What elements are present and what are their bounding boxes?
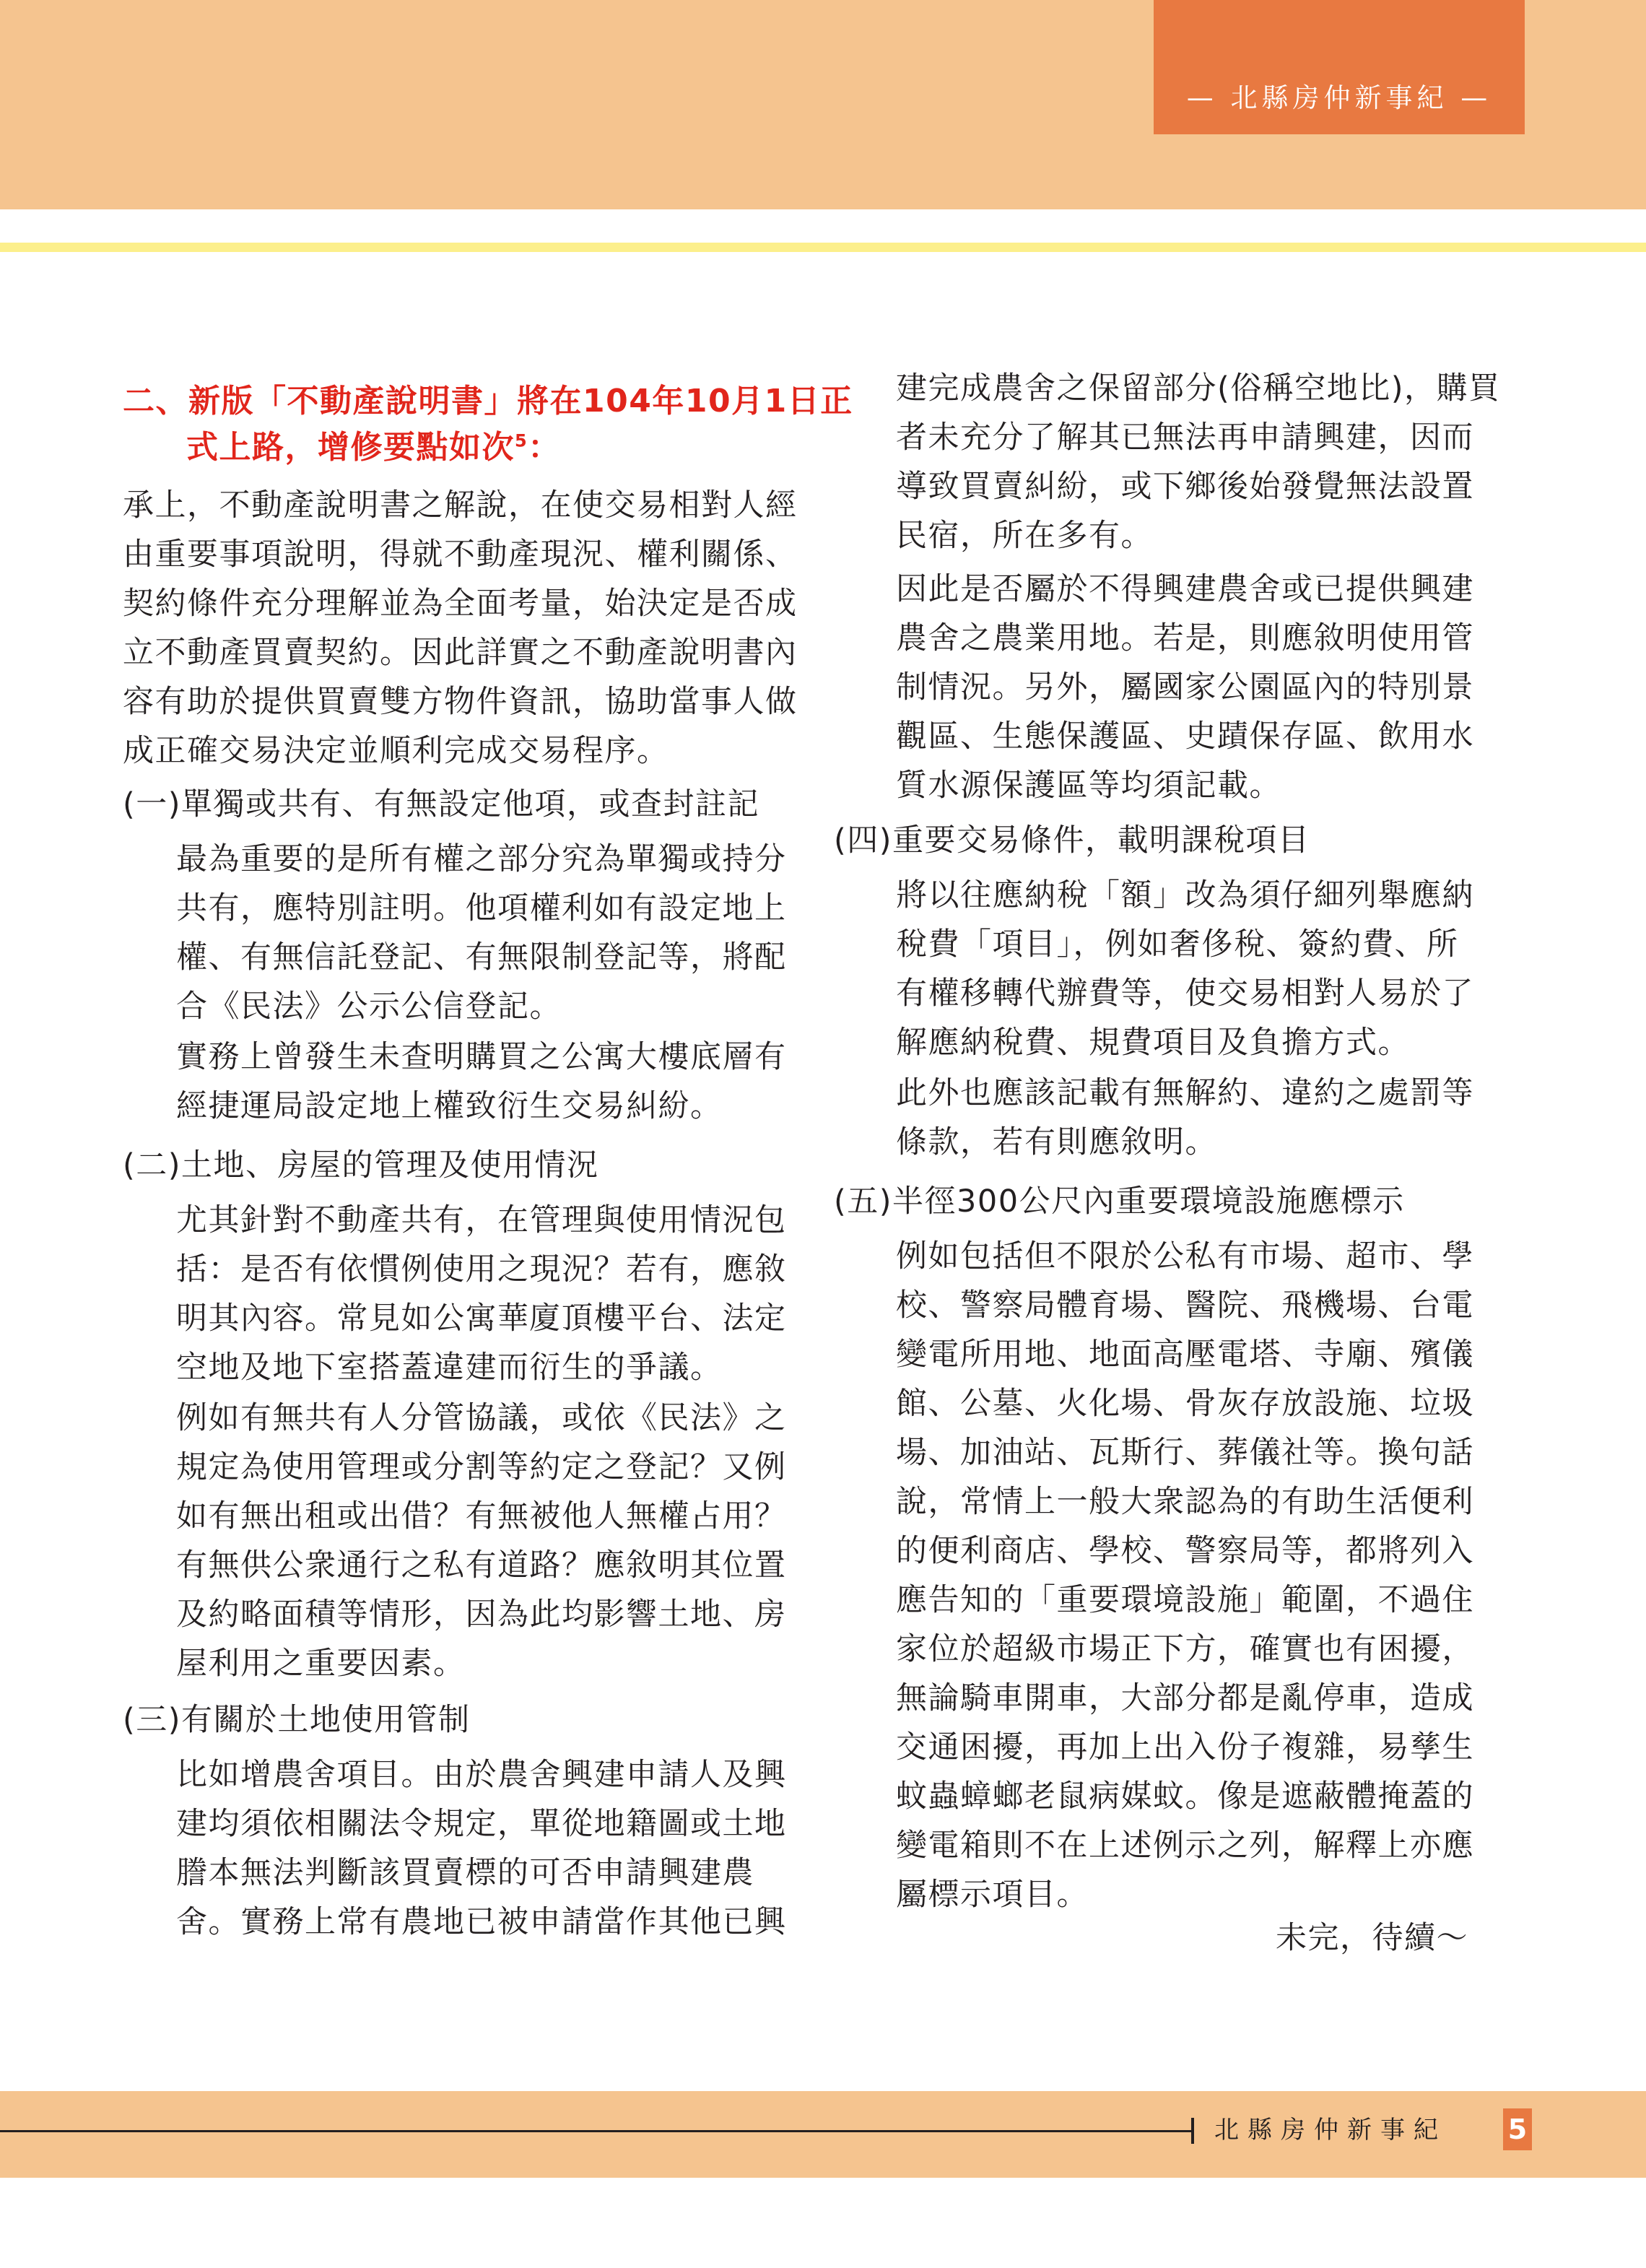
to-be-continued: 未完，待續～ [1276, 1920, 1468, 1956]
header-divider [0, 243, 1646, 252]
paragraph-line: 將以往應納稅「額」改為須仔細列舉應納 [896, 877, 1474, 913]
paragraph-line: 觀區、生態保護區、史蹟保存區、飲用水 [896, 718, 1474, 755]
paragraph-line: 場、加油站、瓦斯行、葬儀社等。換句話 [896, 1435, 1474, 1471]
paragraph-line: 空地及地下室搭蓋違建而衍生的爭議。 [176, 1350, 723, 1386]
paragraph-line: 變電箱則不在上述例示之列，解釋上亦應 [896, 1828, 1474, 1864]
footer-rule [0, 2130, 1193, 2132]
header-title: — 北縣房仲新事紀 — [1186, 82, 1492, 113]
paragraph-line: 最為重要的是所有權之部分究為單獨或持分 [176, 841, 787, 877]
paragraph-line: 制情況。另外，屬國家公園區內的特別景 [896, 669, 1474, 705]
paragraph-line: 交通困擾，再加上出入份子複雜，易孳生 [896, 1729, 1474, 1765]
paragraph-line: 合《民法》公示公信登記。 [176, 989, 562, 1025]
paragraph-line: 建完成農舍之保留部分(俗稱空地比)，購買 [896, 370, 1501, 407]
paragraph-line: 及約略面積等情形，因為此均影響土地、房 [176, 1596, 787, 1633]
intro-line: 承上，不動產說明書之解說，在使交易相對人經 [123, 487, 798, 523]
paragraph-line: 明其內容。常見如公寓華廈頂樓平台、法定 [176, 1300, 787, 1337]
paragraph-line: 謄本無法判斷該買賣標的可否申請興建農 [176, 1855, 754, 1891]
section-heading-line2: 式上路，增修要點如次$^5$： [186, 429, 561, 466]
paragraph-line: 因此是否屬於不得興建農舍或已提供興建 [896, 571, 1474, 607]
paragraph-line: 比如增農舍項目。由於農舍興建申請人及興 [176, 1757, 787, 1793]
intro-line: 容有助於提供買賣雙方物件資訊，協助當事人做 [123, 684, 798, 720]
paragraph-line: 導致買賣糾紛，或下鄉後始發覺無法設置 [896, 469, 1474, 505]
page-number: 5 [1503, 2108, 1532, 2150]
subsection-title-3: (三)有關於土地使用管制 [123, 1702, 471, 1738]
intro-line: 立不動產買賣契約。因此詳實之不動產說明書內 [123, 635, 798, 671]
section-heading-line1: 二、新版「不動產說明書」將在104年10月1日正 [123, 383, 853, 420]
paragraph-line: 民宿，所在多有。 [896, 518, 1153, 554]
subsection-title-4: (四)重要交易條件，載明課稅項目 [834, 822, 1310, 859]
paragraph-line: 舍。實務上常有農地已被申請當作其他已興 [176, 1904, 787, 1940]
paragraph-line: 者未充分了解其已無法再申請興建，因而 [896, 420, 1474, 456]
paragraph-line: 無論騎車開車，大部分都是亂停車，造成 [896, 1680, 1474, 1716]
paragraph-line: 質水源保護區等均須記載。 [896, 768, 1281, 804]
paragraph-line: 經捷運局設定地上權致衍生交易糾紛。 [176, 1088, 723, 1124]
intro-line: 成正確交易決定並順利完成交易程序。 [123, 733, 669, 769]
subsection-title-5: (五)半徑300公尺內重要環境設施應標示 [834, 1183, 1405, 1220]
paragraph-line: 解應納稅費、規費項目及負擔方式。 [896, 1025, 1410, 1061]
paragraph-line: 屬標示項目。 [896, 1877, 1089, 1913]
paragraph-line: 館、公墓、火化場、骨灰存放設施、垃圾 [896, 1386, 1474, 1422]
paragraph-line: 此外也應該記載有無解約、違約之處罰等 [896, 1075, 1474, 1111]
paragraph-line: 農舍之農業用地。若是，則應敘明使用管 [896, 620, 1474, 656]
paragraph-line: 稅費「項目」，例如奢侈稅、簽約費、所 [896, 926, 1459, 963]
intro-line: 由重要事項說明，得就不動產現況、權利關係、 [123, 536, 798, 573]
paragraph-line: 規定為使用管理或分割等約定之登記？又例 [176, 1449, 787, 1485]
paragraph-line: 共有，應特別註明。他項權利如有設定地上 [176, 890, 787, 926]
footer-tick [1191, 2118, 1194, 2144]
intro-line: 契約條件充分理解並為全面考量，始決定是否成 [123, 586, 798, 622]
subsection-title-2: (二)土地、房屋的管理及使用情況 [123, 1147, 599, 1183]
paragraph-line: 尤其針對不動產共有，在管理與使用情況包 [176, 1202, 787, 1238]
paragraph-line: 如有無出租或出借？有無被他人無權占用？ [176, 1498, 787, 1534]
subsection-title-1: (一)單獨或共有、有無設定他項，或查封註記 [123, 786, 760, 822]
paragraph-line: 例如包括但不限於公私有市場、超市、學 [896, 1238, 1474, 1274]
footnote-marker: 5 [515, 430, 528, 451]
paragraph-line: 說，常情上一般大衆認為的有助生活便利 [896, 1484, 1474, 1520]
paragraph-line: 蚊蟲蟑螂老鼠病媒蚊。像是遮蔽體掩蓋的 [896, 1778, 1474, 1815]
paragraph-line: 條款，若有則應敘明。 [896, 1124, 1217, 1160]
paragraph-line: 有無供公衆通行之私有道路？應敘明其位置 [176, 1547, 787, 1583]
header-tab [1154, 0, 1525, 134]
paragraph-line: 變電所用地、地面高壓電塔、寺廟、殯儀 [896, 1337, 1474, 1373]
paragraph-line: 家位於超級市場正下方，確實也有困擾， [896, 1631, 1474, 1667]
paragraph-line: 屋利用之重要因素。 [176, 1646, 466, 1682]
paragraph-line: 括：是否有依慣例使用之現況？若有，應敘 [176, 1251, 787, 1287]
paragraph-line: 實務上曾發生未查明購買之公寓大樓底層有 [176, 1039, 787, 1075]
paragraph-line: 權、有無信託登記、有無限制登記等，將配 [176, 939, 787, 976]
paragraph-line: 校、警察局體育場、醫院、飛機場、台電 [896, 1287, 1474, 1324]
paragraph-line: 建均須依相關法令規定，單從地籍圖或土地 [176, 1806, 787, 1842]
paragraph-line: 應告知的「重要環境設施」範圍，不過住 [896, 1582, 1474, 1618]
paragraph-line: 的便利商店、學校、警察局等，都將列入 [896, 1533, 1474, 1569]
footer-title: 北縣房仲新事紀 [1214, 2116, 1447, 2145]
paragraph-line: 有權移轉代辦費等，使交易相對人易於了 [896, 976, 1474, 1012]
paragraph-line: 例如有無共有人分管協議，或依《民法》之 [176, 1400, 787, 1436]
